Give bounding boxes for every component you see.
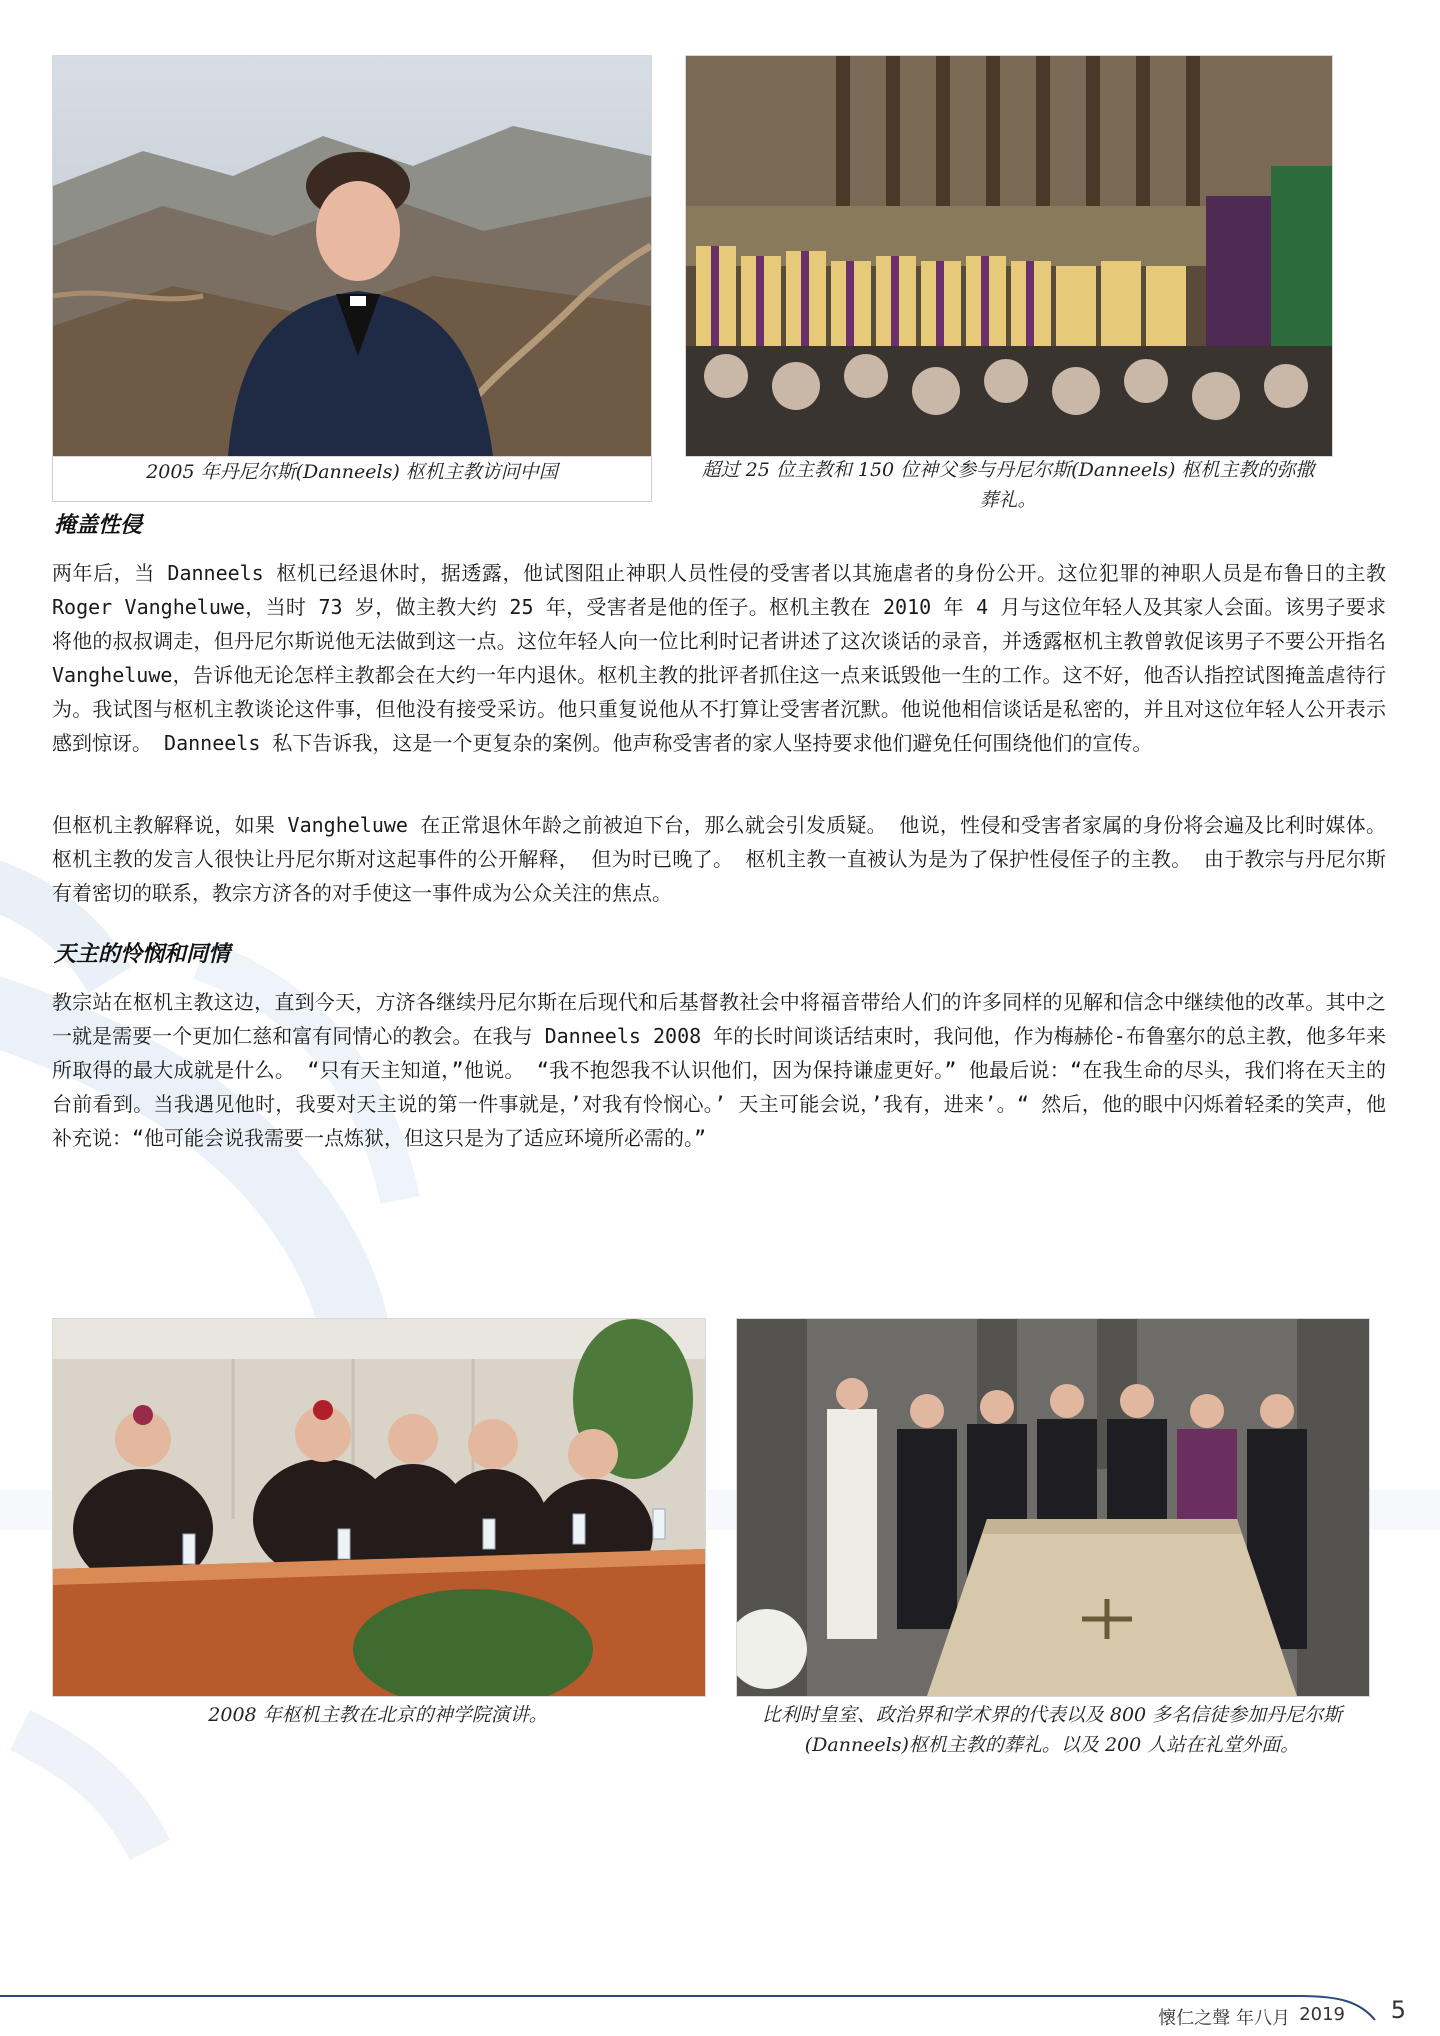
caption-great-wall: 2005 年丹尼尔斯(Danneels) 枢机主教访问中国 xyxy=(52,455,652,502)
section1-paragraph-2: 但枢机主教解释说，如果 Vangheluwe 在正常退休年龄之前被迫下台，那么就会引发质疑。 他说，性侵和受害者家属的身份将会遍及比利时媒体。 枢机主教的发言人很快让丹尼尔斯对这起事件的公开解释， 但为时已晚了。 枢机主教一直被认为是为了保护性侵侄子的主教。 由于教宗与丹尼尔斯有着密切的联系，教宗方济各的对手使这一事件成为公众关注的焦点。 xyxy=(52,813,1386,905)
section-heading-mercy: 天主的怜悯和同情 xyxy=(54,941,231,967)
section-heading-cover-up: 掩盖性侵 xyxy=(54,512,143,538)
photo-royal-funeral xyxy=(736,1318,1370,1697)
caption-funeral-mass-bishops-line1: 超过 25 位主教和 150 位神父参与丹尼尔斯(Danneels) 枢机主教的弥撒 xyxy=(701,459,1315,481)
photo-beijing-seminary xyxy=(52,1318,706,1697)
section1-paragraph-1: 两年后，当 Danneels 枢机已经退休时，据透露，他试图阻止神职人员性侵的受害者以其施虐者的身份公开。这位犯罪的神职人员是布鲁日的主教 Roger Vangheluwe，当时 73 岁，做主教大约 25 年，受害者是他的侄子。枢机主教在 2010 年 4 月与这位年轻人及其家人会面。该男子要求将他的叔叔调走，但丹尼尔斯说他无法做到这一点。这位年轻人向一位比利时记者讲述了这次谈话的录音，并透露枢机主教曾敦促该男子不要公开指名 Vangheluwe，告诉他无论怎样主教都会在大约一年内退休。枢机主教的批评者抓住这一点来诋毁他一生的工作。这不好，他否认指控试图掩盖虐待行为。我试图与枢机主教谈论这件事，但他没有接受采访。他只重复说他从不打算让受害者沉默。他说他相信谈话是私密的，并且对这位年轻人公开表示感到惊讶。 Danneels 私下告诉我，这是一个更复杂的案例。他声称受害者的家人坚持要求他们避免任何围绕他们的宣传。 xyxy=(52,561,1386,755)
photo-great-wall xyxy=(52,55,652,457)
page-number: 5 xyxy=(1390,1996,1406,2024)
caption-beijing-seminary: 2008 年枢机主教在北京的神学院演讲。 xyxy=(208,1704,548,1726)
footer-year: 2019 xyxy=(1299,2004,1345,2025)
section2-paragraph-1: 教宗站在枢机主教这边，直到今天，方济各继续丹尼尔斯在后现代和后基督教社会中将福音带给人们的许多同样的见解和信念中继续他的改革。其中之一就是需要一个更加仁慈和富有同情心的教会。在我与 Danneels 2008 年的长时间谈话结束时，我问他，作为梅赫伦-布鲁塞尔的总主教，他多年来所取得的最大成就是什么。 “只有天主知道，”他说。 “我不抱怨我不认识他们，因为保持谦虚更好。” 他最后说：“在我生命的尽头，我们将在天主的台前看到。当我遇见他时，我要对天主说的第一件事就是，’对我有怜悯心。’ 天主可能会说，’我有，进来’。“ 然后，他的眼中闪烁着轻柔的笑声，他补充说：“他可能会说我需要一点炼狱，但这只是为了适应环境所必需的。” xyxy=(52,990,1386,1150)
caption-funeral-mass-bishops xyxy=(685,455,1331,515)
photo-funeral-mass-bishops xyxy=(685,55,1333,457)
caption-royal-funeral-line2: (Danneels)枢机主教的葬礼。以及 200 人站在礼堂外面。 xyxy=(804,1734,1300,1756)
caption-royal-funeral-line1: 比利时皇室、政治界和学术界的代表以及 800 多名信徒参加丹尼尔斯 xyxy=(761,1704,1343,1726)
footer-publication-title: 懷仁之聲 年八月 xyxy=(1158,2008,1290,2029)
caption-royal-funeral xyxy=(720,1700,1384,1760)
caption-funeral-mass-bishops-line2: 葬礼。 xyxy=(979,489,1037,511)
